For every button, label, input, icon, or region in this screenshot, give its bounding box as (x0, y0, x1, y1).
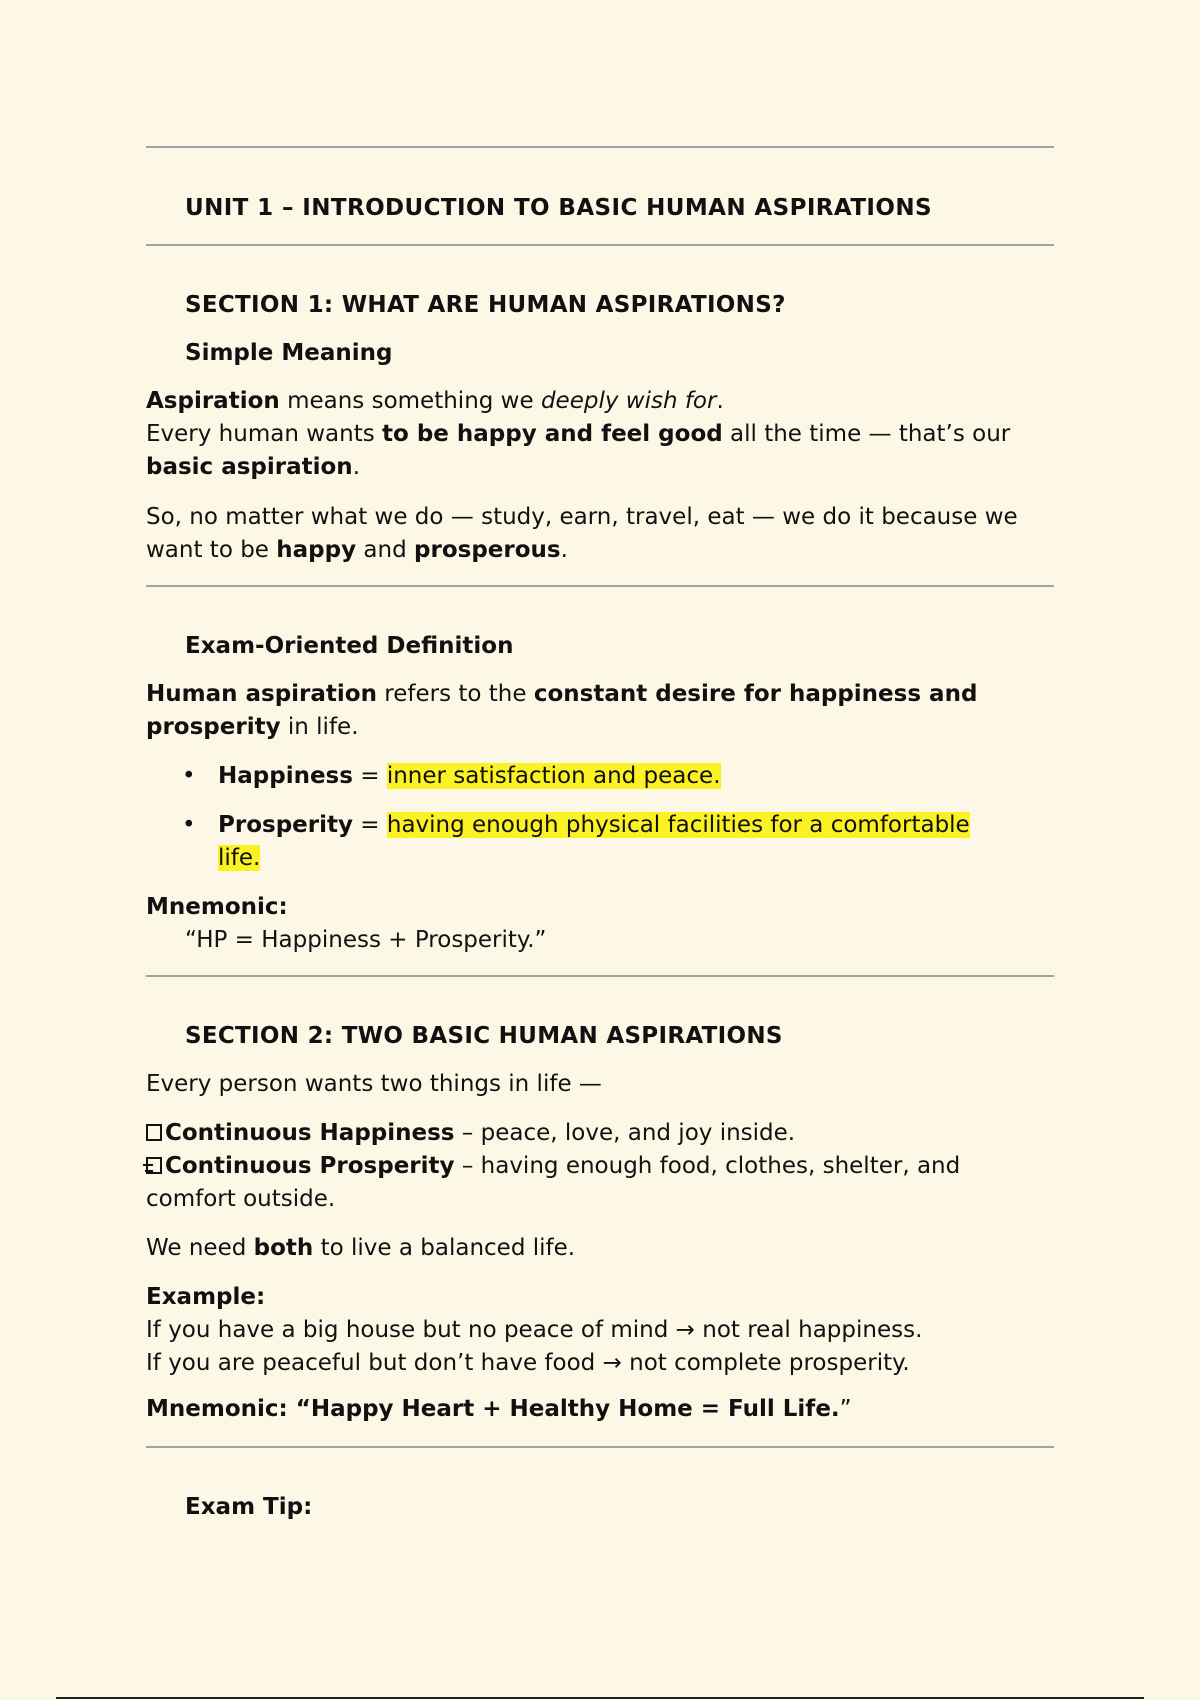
divider (146, 1446, 1054, 1448)
balance-paragraph: We need both to live a balanced life. (146, 1235, 576, 1261)
purpose-paragraph: So, no matter what we do — study, earn, travel, eat — we do it because we want to be happy and prosperous. (146, 504, 1018, 563)
example-label: Example: (146, 1284, 266, 1310)
list-item: • Prosperity = having enough physical facilities for a comfortable life. (146, 809, 1018, 875)
checkbox-icon (146, 1157, 162, 1174)
divider (146, 244, 1054, 246)
aspiration-meaning-paragraph: Aspiration means something we deeply wish for. Every human wants to be happy and feel good all the time — that’s our basic aspiration. (146, 388, 1011, 480)
highlighted-definition: having enough physical facilities for a comfortable life. (218, 812, 970, 871)
list-item: • Happiness = inner satisfaction and peace. (146, 760, 1054, 793)
mnemonic-label: Mnemonic: (146, 894, 288, 920)
section2-heading: SECTION 2: TWO BASIC HUMAN ASPIRATIONS (185, 1023, 783, 1049)
aspirations-list: Continuous Happiness – peace, love, and joy inside. Continuous Prosperity – having enough food, clothes, shelter, and comfort outside. (146, 1120, 961, 1212)
section2-mnemonic: Mnemonic: “Happy Heart + Healthy Home = Full Life.” (146, 1396, 852, 1422)
checkbox-icon (146, 1124, 162, 1141)
mnemonic-text: “HP = Happiness + Prosperity.” (185, 927, 547, 953)
example-block: Example: If you have a big house but no peace of mind → not real happiness. If you are peaceful but don’t have food → not complete prosperity. (146, 1284, 923, 1376)
section1-heading: SECTION 1: WHAT ARE HUMAN ASPIRATIONS? (185, 292, 786, 318)
page-bottom-border (56, 1697, 1144, 1699)
unit-title: UNIT 1 – INTRODUCTION TO BASIC HUMAN ASPIRATIONS (185, 195, 932, 221)
definition-bullets (146, 760, 1054, 891)
simple-meaning-heading: Simple Meaning (185, 340, 393, 366)
divider (146, 585, 1054, 587)
divider (146, 146, 1054, 148)
bullet-icon: • (182, 812, 196, 838)
bullet-icon: • (182, 763, 196, 789)
section2-intro: Every person wants two things in life — (146, 1071, 602, 1097)
mnemonic-block (146, 891, 1054, 957)
definition-paragraph: Human aspiration refers to the constant desire for happiness and prosperity in life. (146, 681, 978, 740)
exam-tip-heading: Exam Tip: (185, 1494, 313, 1520)
exam-definition-heading: Exam-Oriented Definition (185, 633, 514, 659)
highlighted-definition: inner satisfaction and peace. (386, 763, 721, 789)
divider (146, 975, 1054, 977)
